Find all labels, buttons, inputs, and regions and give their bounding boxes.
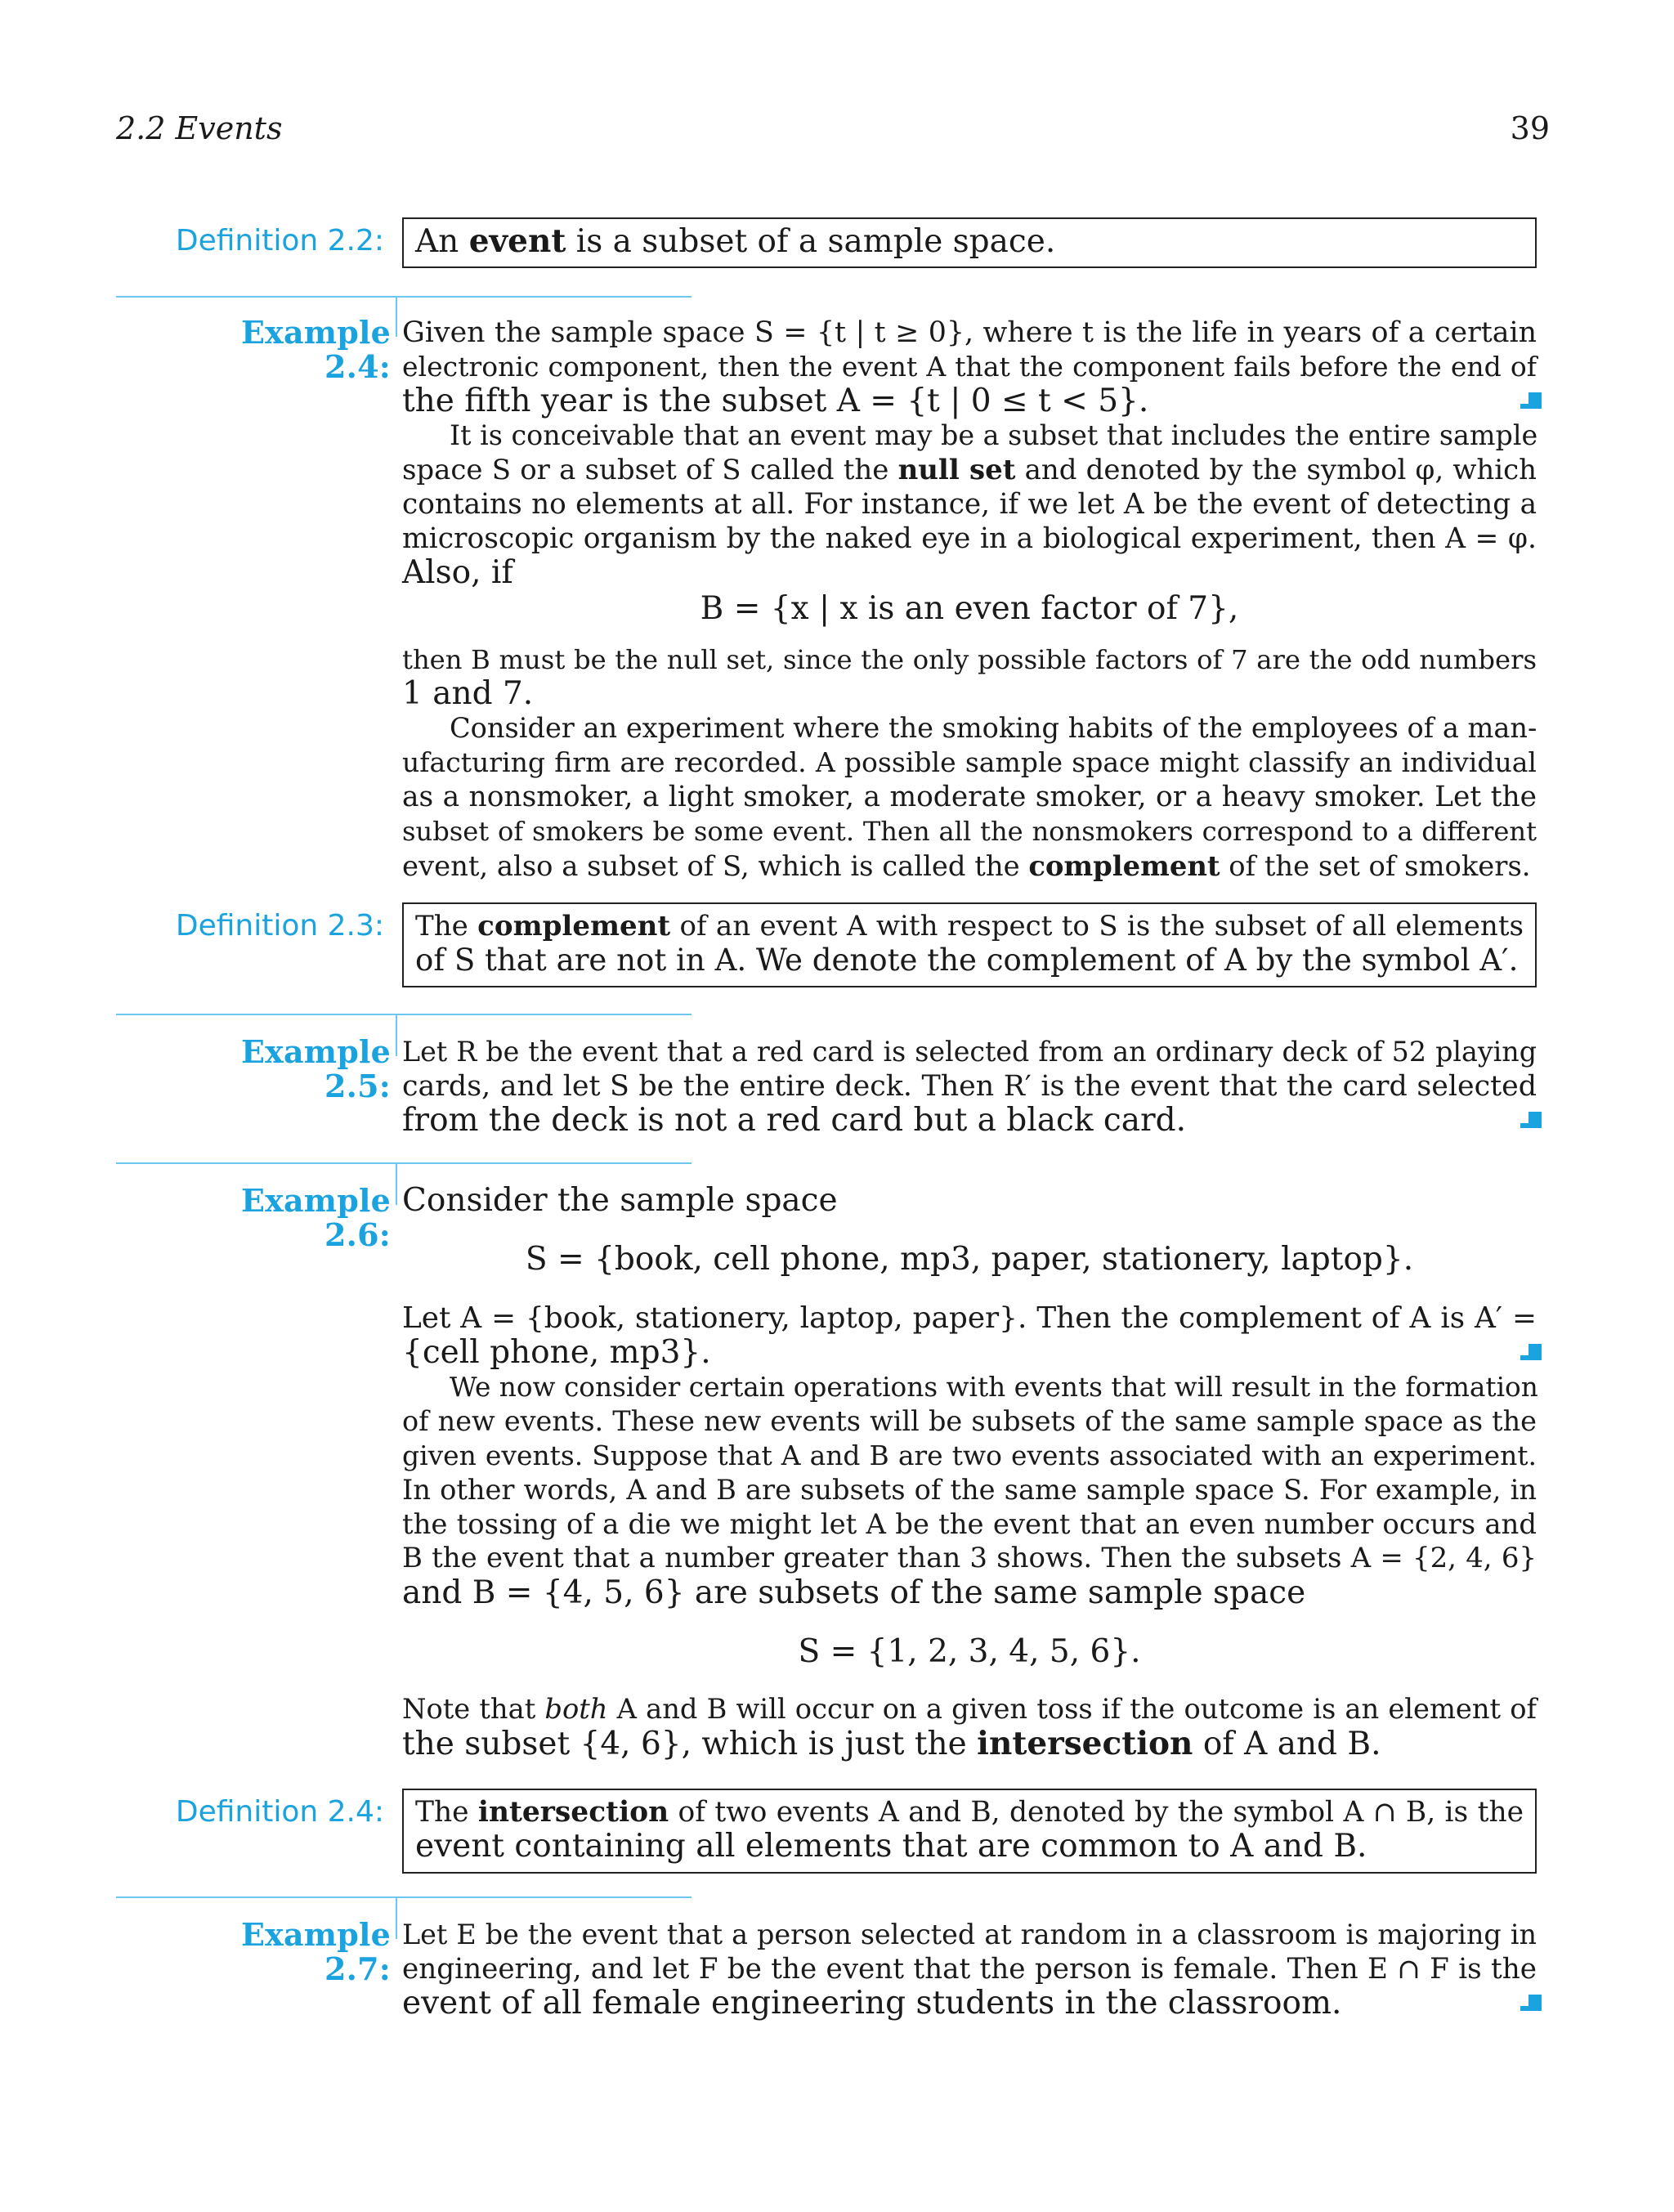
- def24-line-1: [415, 1795, 1524, 1829]
- example-2-7-text: [402, 1918, 1537, 2021]
- ex24-line-3: the fifth year is the subset A = {t | 0 ≤ t < 5}.: [402, 383, 1149, 419]
- definition-2-3-label: Definition 2.3:: [175, 909, 384, 943]
- def23-line-1: [415, 909, 1524, 943]
- example-2-7-label: Example 2.7:: [240, 1916, 391, 1987]
- null-set-term: null set: [897, 454, 1016, 486]
- def22-term: event: [468, 222, 566, 260]
- p2-line-2: 1 and 7.: [402, 675, 534, 712]
- end-of-example-marker: [1529, 1112, 1542, 1128]
- p5-line-2-post: of A and B.: [1193, 1726, 1381, 1762]
- equation-sample-space-items: S = {book, cell phone, mp3, paper, stationery, laptop}.: [525, 1241, 1414, 1278]
- p3-line-4: subset of smokers be some event. Then all the nonsmokers correspond to a different: [402, 816, 1537, 847]
- ex24-line-2: electronic component, then the event A that the component fails before the end of: [402, 351, 1537, 383]
- ex25-line-1: Let R be the event that a red card is selected from an ordinary deck of 52 playing: [402, 1036, 1537, 1068]
- example-2-5-text: [402, 1035, 1537, 1138]
- p4-line-2: of new events. These new events will be subsets of the same sample space as the: [402, 1405, 1537, 1437]
- p4-line-1: We now consider certain operations with events that will result in the formation: [450, 1372, 1538, 1403]
- p4-line-5: the tossing of a die we might let A be the event that an even number occurs and: [402, 1508, 1537, 1540]
- paragraph-operations: [402, 1370, 1537, 1610]
- def22-post: is a subset of a sample space.: [566, 223, 1056, 260]
- p1-line-2: [402, 453, 1537, 487]
- example-2-6-bar: [396, 1164, 397, 1205]
- ex26-intro: Consider the sample space: [402, 1182, 838, 1219]
- example-2-4-rule: [116, 296, 692, 298]
- example-2-6-label: Example 2.6:: [240, 1182, 391, 1253]
- p1-line-3: contains no elements at all. For instance, if we let A be the event of detecting a: [402, 488, 1537, 521]
- example-2-6-intro: [402, 1184, 1537, 1218]
- def24-term: intersection: [477, 1796, 669, 1829]
- def23-term: complement: [477, 910, 671, 943]
- example-2-5-label: Example 2.5:: [240, 1033, 391, 1104]
- def22-pre: An: [415, 223, 469, 260]
- complement-term: complement: [1028, 849, 1220, 882]
- example-2-5-bar: [396, 1015, 397, 1056]
- ex27-line-3: event of all female engineering students in the classroom.: [402, 1985, 1342, 2022]
- page-number: 39: [1510, 110, 1550, 146]
- def23-line-1-post: of an event A with respect to S is the subset of all elements: [670, 910, 1524, 943]
- p3-line-5-post: of the set of smokers.: [1220, 850, 1531, 882]
- example-2-6-text: [402, 1301, 1537, 1370]
- definition-2-4-label: Definition 2.4:: [175, 1795, 384, 1829]
- def23-line-1-pre: The: [415, 910, 478, 943]
- definition-2-4-box: [402, 1789, 1537, 1874]
- paragraph-null-set: [402, 419, 1537, 590]
- equation-b-null: B = {x | x is an even factor of 7},: [700, 590, 1239, 627]
- end-of-example-marker: [1529, 392, 1542, 409]
- p4-line-3: given events. Suppose that A and B are two events associated with an experiment.: [402, 1440, 1537, 1471]
- example-2-4-label: Example 2.4:: [240, 314, 391, 385]
- running-head-section: 2.2 Events: [116, 110, 283, 146]
- def23-line-2: of S that are not in A. We denote the complement of A by the symbol A′.: [415, 943, 1519, 978]
- example-2-4-text: [402, 316, 1537, 419]
- p4-line-4: In other words, A and B are subsets of the same sample space S. For example, in: [402, 1474, 1537, 1506]
- p3-line-5-pre: event, also a subset of S, which is called the: [402, 850, 1029, 882]
- definition-2-2-box: [402, 217, 1537, 268]
- end-of-example-marker: [1529, 1995, 1542, 2011]
- ex26-line-2: {cell phone, mp3}.: [402, 1334, 711, 1371]
- p3-line-3: as a nonsmoker, a light smoker, a moderate smoker, or a heavy smoker. Let the: [402, 781, 1537, 813]
- p4-line-7: and B = {4, 5, 6} are subsets of the same sample space: [402, 1574, 1306, 1611]
- equation-die-sample-space: S = {1, 2, 3, 4, 5, 6}.: [798, 1633, 1141, 1670]
- definition-2-2-label: Definition 2.2:: [175, 224, 384, 257]
- paragraph-both: [402, 1692, 1537, 1761]
- def24-line-1-post: of two events A and B, denoted by the symbol A ∩ B, is the: [669, 1796, 1524, 1829]
- example-2-5-rule: [116, 1014, 692, 1015]
- both-emphasis: both: [544, 1693, 608, 1725]
- end-of-example-marker: [1529, 1344, 1542, 1360]
- p1-line-2-pre: space S or a subset of S called the: [402, 454, 898, 486]
- p2-line-1: then B must be the null set, since the only possible factors of 7 are the odd numbers: [402, 644, 1537, 675]
- paragraph-smokers: [402, 711, 1537, 883]
- example-2-4-bar: [396, 298, 397, 337]
- p1-line-2-post: and denoted by the symbol φ, which: [1015, 454, 1537, 486]
- p1-line-4: microscopic organism by the naked eye in a biological experiment, then A = φ.: [402, 522, 1537, 555]
- ex27-line-1: Let E be the event that a person selected at random in a classroom is majoring in: [402, 1919, 1537, 1950]
- p3-line-1: Consider an experiment where the smoking habits of the employees of a man-: [450, 712, 1537, 744]
- def24-line-1-pre: The: [415, 1796, 478, 1829]
- definition-2-3-box: [402, 902, 1537, 987]
- def24-line-2: event containing all elements that are common to A and B.: [415, 1828, 1367, 1865]
- p5-line-1: [402, 1692, 1537, 1726]
- p3-line-2: ufacturing firm are recorded. A possible sample space might classify an individual: [402, 746, 1537, 778]
- p5-line-2-pre: the subset {4, 6}, which is just the: [402, 1726, 978, 1762]
- paragraph-factors: [402, 643, 1537, 711]
- example-2-7-rule: [116, 1896, 692, 1898]
- ex25-line-2: cards, and let S be the entire deck. Then R′ is the event that the card selected: [402, 1070, 1537, 1103]
- example-2-6-rule: [116, 1162, 692, 1164]
- p4-line-6: B the event that a number greater than 3 shows. Then the subsets A = {2, 4, 6}: [402, 1543, 1537, 1574]
- ex25-line-3: from the deck is not a red card but a black card.: [402, 1102, 1186, 1139]
- ex26-line-1: Let A = {book, stationery, laptop, paper}. Then the complement of A is A′ =: [402, 1301, 1537, 1335]
- p3-line-5: [402, 849, 1537, 883]
- intersection-term: intersection: [977, 1725, 1193, 1762]
- ex24-line-1: Given the sample space S = {t | t ≥ 0}, where t is the life in years of a certain: [402, 316, 1537, 349]
- ex27-line-2: engineering, and let F be the event that the person is female. Then E ∩ F is the: [402, 1953, 1537, 1986]
- p1-line-5: Also, if: [402, 554, 513, 591]
- p5-line-1-b: A and B will occur on a given toss if the outcome is an element of: [607, 1693, 1537, 1725]
- p5-line-1-a: Note that: [402, 1693, 545, 1725]
- p5-line-2: [402, 1726, 1537, 1761]
- example-2-7-bar: [396, 1898, 397, 1939]
- p1-line-1: It is conceivable that an event may be a subset that includes the entire sample: [450, 419, 1538, 451]
